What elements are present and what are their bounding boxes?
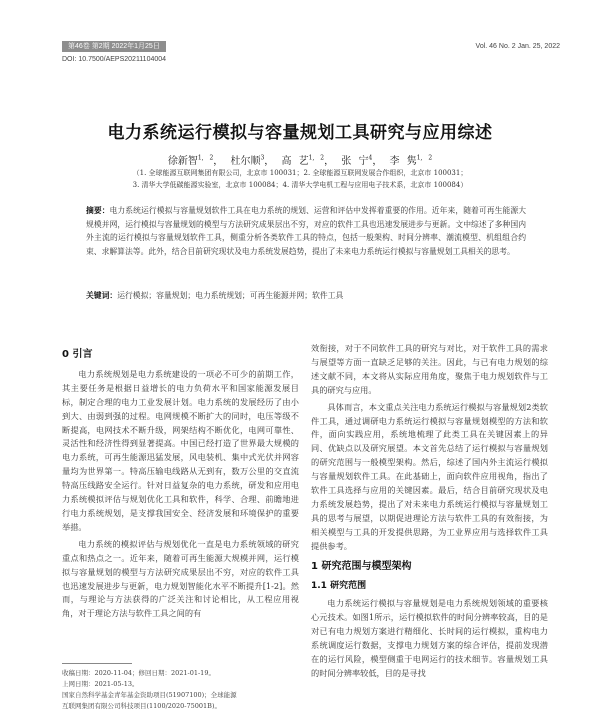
- keywords-text: 运行模拟；容量规划；电力系统规划；可再生能源并网；软件工具: [117, 291, 344, 300]
- paper-title: 电力系统运行模拟与容量规划工具研究与应用综述: [107, 123, 493, 143]
- footnote-received: 收稿日期：2020-11-04；修回日期：2021-01-19。: [62, 669, 215, 677]
- keywords: [86, 290, 526, 301]
- affiliation-line-1: （1. 全球能源互联网集团有限公司，北京市 100031；2. 全球能源互联网发展合作组织，北京市 100031；: [132, 169, 468, 177]
- body-paragraph: 效衔接，对于不同软件工具的研究与对比，对于软件工具的需求与展望等方面一直缺乏足够的关注。因此，与已有电力规划的综述文献不同，本文将从实际应用角度，聚焦于电力规划软件与工具的研究与应用。: [311, 343, 548, 395]
- author-name: 高 艺: [281, 156, 309, 167]
- author-affiliation-mark: 1, 2: [416, 154, 433, 162]
- body-column-left: [62, 342, 299, 624]
- journal-issue-tag: 第46卷 第2期 2022年1月25日: [62, 41, 166, 52]
- footnote-online: 上网日期：2021-05-13。: [62, 680, 139, 688]
- author-list: 徐新智$^{1, 2}$， 杜尔顺$^3$， 高 艺$^{1, 2}$， 张 宁$^4$， 李 隽$^{1, 2}$: [167, 154, 433, 167]
- author-name: 李 隽: [389, 156, 417, 167]
- abstract-label: 摘要：: [86, 206, 110, 215]
- author-name: 徐新智: [167, 156, 198, 167]
- section-heading-1: 1 研究范围与模型架构: [311, 560, 412, 572]
- subsection-heading-1-1: 1.1 研究范围: [311, 580, 367, 591]
- footnote-divider: [62, 663, 132, 664]
- doi-line: DOI: 10.7500/AEPS20211104004: [62, 56, 167, 63]
- body-paragraph: 具体而言，本文重点关注电力系统运行模拟与容量规划2类软件工具，通过调研电力系统运行模拟与容量规划模型的方法和软件，面向实践应用，系统地梳理了此类工具在关键因素上的异同、优缺点以及研究展望。本文首先总结了运行模拟与容量规划的研究范围与一般模型架构。然后，综述了国内外主流运行模拟与容量规划软件工具。在此基础上，面向软件应用视角，指出了软件工具选择与应用的关键因素。最后，结合目前研究现状及电力系统发展趋势，提出了对未来电力系统运行模拟与容量规划工具的思考与展望，以期促进理论方法与软件工具的有效衔接，为相关模型与工具的开发提供思路，为工业界应用与选择软件工具提供参考。: [311, 401, 548, 551]
- author-affiliation-mark: 3: [260, 154, 265, 162]
- author-affiliation-mark: 1, 2: [308, 154, 325, 162]
- author-affiliation-mark: 4: [368, 154, 373, 162]
- footnotes: [62, 668, 302, 712]
- body-column-right: [311, 342, 548, 684]
- author-affiliation-mark: 1, 2: [197, 154, 214, 162]
- keywords-label: 关键词：: [86, 291, 118, 300]
- author-name: 杜尔顺: [230, 156, 261, 167]
- author-name: 张 宁: [341, 156, 369, 167]
- section-heading-introduction: 0 引言: [62, 349, 93, 360]
- body-paragraph: 电力系统运行模拟与容量规划是电力系统规划领域的重要核心元技术。如图1所示，运行模拟软件的时间分辨率较高，目的是对已有电力规划方案进行精细化、长时间的运行模拟，重构电力系统调度运行数据，支撑电力规划方案的综合评估，提前发现潜在的运行风险，模型侧重于电网运行的技术细节。容量规划工具的时间分辨率较低，目的是寻找: [311, 598, 548, 678]
- body-paragraph: 电力系统规划是电力系统建设的一项必不可少的前期工作，其主要任务是根据日益增长的电力负荷水平和国家能源发展目标，制定合理的电力工业发展计划。电力系统的发展经历了由小到大、由弱到强的过程。电网规模不断扩大的同时，电压等级不断提高，电网技术不断升级，网架结构不断优化，电网可靠性、灵活性和经济性得到显著提高。中国已经打造了世界最大规模的电力系统，可再生能源迅猛发展，风电装机、集中式光伏并网容量均为世界第一。特高压输电线路从无到有，数万公里的交直流特高压线路安全运行。针对日益复杂的电力系统，研发和应用电力系统模拟评估与规划优化工具和软件，科学、合理、前瞻地进行电力系统规划，是支撑我国安全、经济发展和环境保护的重要举措。: [62, 368, 299, 532]
- abstract-text: 电力系统运行模拟与容量规划软件工具在电力系统的规划、运营和评估中发挥着重要的作用。近年来，随着可再生能源大规模并网，运行模拟与容量规划的模型与方法研究成果层出不穷，对应的软件工具也迅速发展进步与更新。文中综述了多种国内外主流的运行模拟与容量规划软件工具，侧重分析各类软件工具的特点，包括一般架构、时间分辨率、潮流模型、机组组合约束、求解算法等。此外，结合目前研究现状及电力系统发展趋势，提出了未来电力系统运行模拟与容量规划工具相关的思考。: [86, 206, 526, 256]
- body-paragraph: 电力系统的模拟评估与规划优化一直是电力系统领域的研究重点和热点之一。近年来，随着可再生能源大规模并网，运行模拟与容量规划的模型与方法研究成果层出不穷，对应的软件工具也迅速发展进步与更新，电力规划智能化水平不断提升[1-2]。然而，与理论与方法获得的广泛关注和讨论相比，从工程应用视角，对于理论方法与软件工具之间的有: [62, 538, 299, 619]
- journal-volume-info: Vol. 46 No. 2 Jan. 25, 2022: [475, 43, 560, 50]
- footnote-fund-1: 国家自然科学基金青年基金资助项目(51907100)；全球能源: [62, 691, 237, 699]
- footnote-fund-2: 互联网集团有限公司科技项目(1100/2020-75001B)。: [62, 702, 221, 710]
- abstract: [86, 204, 526, 258]
- affiliation-line-2: 3. 清华大学低碳能源实验室，北京市 100084；4. 清华大学电机工程与应用电子技术系，北京市 100084）: [132, 181, 468, 189]
